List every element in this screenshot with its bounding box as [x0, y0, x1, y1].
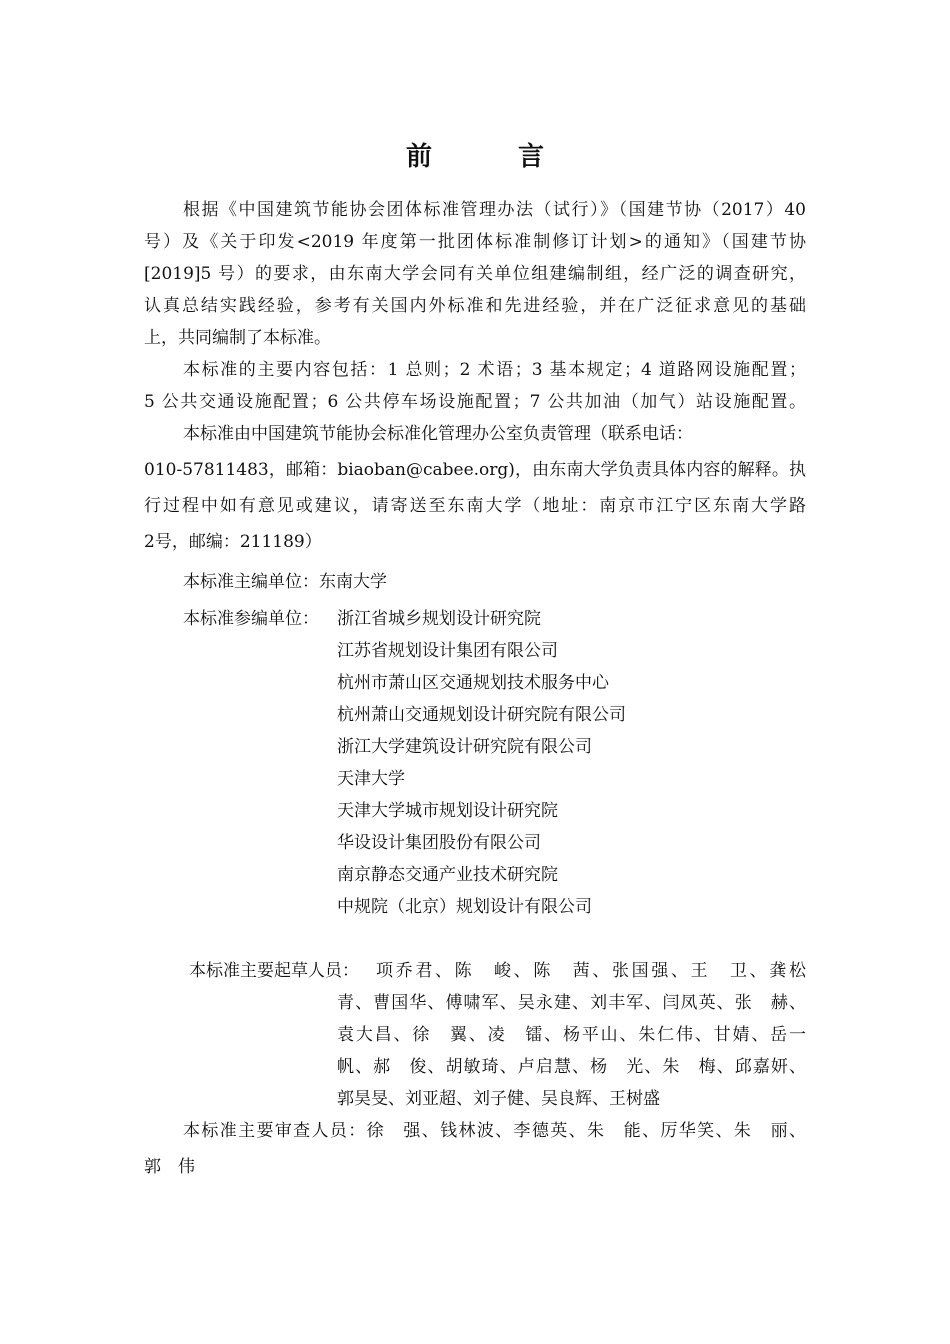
paragraph-line: 5 公共交通设施配置；6 公共停车场设施配置；7 公共加油（加气）站设施配置。 — [144, 392, 806, 412]
page-title: 前 言 — [405, 142, 574, 172]
paragraph-line: 行过程中如有意见或建议，请寄送至东南大学（地址：南京市江宁区东南大学路 — [144, 496, 806, 516]
paragraph-line: 根据《中国建筑节能协会团体标准管理办法（试行）》（国建节协（2017）40 — [183, 200, 806, 220]
drafter-names: 袁大昌、徐 翼、凌 镭、杨平山、朱仁伟、甘婧、岳一 — [337, 1025, 806, 1045]
participant-unit: 杭州萧山交通规划设计研究院有限公司 — [337, 705, 626, 725]
drafter-names: 帆、郝 俊、胡敏琦、卢启慧、杨 光、朱 梅、邱嘉妍、 — [337, 1057, 806, 1077]
paragraph-line: 认真总结实践经验，参考有关国内外标准和先进经验，并在广泛征求意见的基础 — [144, 296, 806, 316]
participant-unit: 南京静态交通产业技术研究院 — [337, 865, 558, 885]
paragraph-line: 本标准的主要内容包括：1 总则；2 术语；3 基本规定；4 道路网设施配置； — [183, 360, 806, 380]
drafter-names: 项乔君、陈 峻、陈 茜、张国强、王 卫、龚松 — [376, 961, 806, 981]
participant-unit: 杭州市萧山区交通规划技术服务中心 — [337, 673, 609, 693]
drafter-names: 郭昊旻、刘亚超、刘子健、吴良辉、王树盛 — [337, 1089, 660, 1109]
reviewers: 郭 伟 — [144, 1157, 195, 1177]
paragraph-line: 2号，邮编：211189） — [144, 532, 322, 552]
participant-unit: 浙江省城乡规划设计研究院 — [337, 609, 541, 629]
participant-unit: 江苏省规划设计集团有限公司 — [337, 641, 558, 661]
participant-unit: 中规院（北京）规划设计有限公司 — [337, 897, 592, 917]
drafters-label: 本标准主要起草人员： — [189, 961, 359, 981]
paragraph-line: 号）及《关于印发<2019 年度第一批团体标准制修订计划>的通知》（国建节协 — [144, 232, 806, 252]
chief-editor: 本标准主编单位：东南大学 — [183, 572, 387, 592]
participant-unit: 浙江大学建筑设计研究院有限公司 — [337, 737, 592, 757]
participants-label: 本标准参编单位： — [183, 609, 319, 629]
paragraph-line: 本标准由中国建筑节能协会标准化管理办公室负责管理（联系电话： — [183, 424, 693, 444]
participant-unit: 天津大学城市规划设计研究院 — [337, 801, 558, 821]
reviewers: 本标准主要审查人员：徐 强、钱林波、李德英、朱 能、厉华笑、朱 丽、 — [183, 1121, 806, 1141]
participant-unit: 华设设计集团股份有限公司 — [337, 833, 541, 853]
paragraph-line: 上，共同编制了本标准。 — [144, 328, 331, 348]
paragraph-line: 010-57811483，邮箱：biaoban@cabee.org)，由东南大学负责具体内容的解释。执 — [144, 460, 806, 480]
drafter-names: 青、曹国华、傅啸军、吴永建、刘丰军、闫凤英、张 赫、 — [337, 993, 806, 1013]
participant-unit: 天津大学 — [337, 769, 405, 789]
paragraph-line: [2019]5 号）的要求，由东南大学会同有关单位组建编制组，经广泛的调查研究， — [144, 264, 806, 284]
